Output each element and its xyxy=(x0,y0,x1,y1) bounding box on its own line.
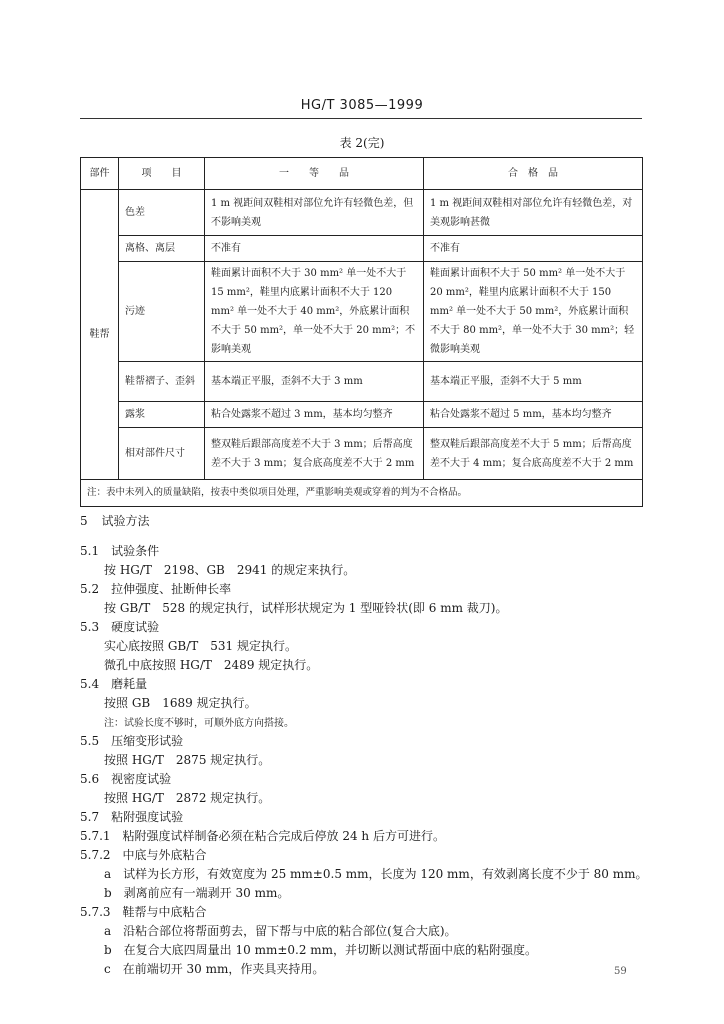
subsection-heading: 5.7.2 中底与外底粘合 xyxy=(80,848,207,862)
section-title: 试验方法 xyxy=(101,514,150,528)
subsection-number: 5.1 xyxy=(80,544,100,558)
subsection-heading xyxy=(80,618,159,635)
subsection-title: 磨耗量 xyxy=(111,677,148,691)
body-note: 注：试验长度不够时，可顺外底方向搭接。 xyxy=(104,718,294,729)
section-heading xyxy=(80,512,149,529)
first-grade-cell: 粘合处露浆不超过 3 mm，基本均匀整齐 xyxy=(205,402,424,428)
body-line: 实心底按照 GB/T 531 规定执行。 xyxy=(104,639,297,653)
subsection-heading xyxy=(80,732,183,749)
subsection-number: 5.4 xyxy=(80,677,100,691)
table-row xyxy=(81,428,643,480)
table-row xyxy=(81,362,643,402)
table-note: 注：表中未列入的质量缺陷，按表中类似项目处理，严重影响美观或穿着的判为不合格品。 xyxy=(81,480,643,507)
subsection-title: 粘附强度试验 xyxy=(111,810,184,824)
qualified-cell: 基本端正平服，歪斜不大于 5 mm xyxy=(424,362,643,402)
qualified-cell: 鞋面累计面积不大于 50 mm² 单一处不大于 20 mm²，鞋里内底累计面积不大于 150 mm² 单一处不大于 50 mm²，外底累计面积不大于 80 mm²，单一处不大于 30 mm²；轻微影响美观 xyxy=(424,262,643,362)
header-rule xyxy=(80,118,642,119)
body-line: 按照 HG/T 2875 规定执行。 xyxy=(104,753,271,767)
table-row xyxy=(81,190,643,236)
body-line: 微孔中底按照 HG/T 2489 规定执行。 xyxy=(104,658,319,672)
item-cell: 离格、离层 xyxy=(119,236,205,262)
list-item: b 剥离前应有一端剥开 30 mm。 xyxy=(104,886,290,900)
subsection-title: 压缩变形试验 xyxy=(111,734,184,748)
body-line: 按 HG/T 2198、GB 2941 的规定来执行。 xyxy=(104,563,356,577)
first-grade-cell: 不准有 xyxy=(205,236,424,262)
subsection-heading xyxy=(80,808,183,825)
list-item: a 试样为长方形，有效宽度为 25 mm±0.5 mm，长度为 120 mm，有效剥离长度不少于 80 mm。 xyxy=(104,867,648,881)
body-line: 5.7.1 粘附强度试样制备必须在粘合完成后停放 24 h 后方可进行。 xyxy=(80,829,445,843)
list-item: a 沿粘合部位将帮面剪去，留下帮与中底的粘合部位(复合大底)。 xyxy=(104,924,457,938)
qualified-cell: 整双鞋后跟部高度差不大于 5 mm；后帮高度差不大于 4 mm；复合底高度差不大于 2 mm xyxy=(424,428,643,480)
subsection-heading xyxy=(80,580,231,597)
table-row xyxy=(81,402,643,428)
body-line: 按 GB/T 528 的规定执行，试样形状规定为 1 型哑铃状(即 6 mm 裁刀)。 xyxy=(104,601,508,615)
subsection-heading xyxy=(80,542,159,559)
qualified-cell: 1 m 视距间双鞋相对部位允许有轻微色差，对美观影响甚微 xyxy=(424,190,643,236)
qualified-cell: 粘合处露浆不超过 5 mm，基本均匀整齐 xyxy=(424,402,643,428)
subsection-number: 5.7 xyxy=(80,810,100,824)
header-first-grade: 一 等 品 xyxy=(205,158,424,190)
first-grade-cell: 鞋面累计面积不大于 30 mm² 单一处不大于 15 mm²，鞋里内底累计面积不大于 120 mm² 单一处不大于 40 mm²，外底累计面积不大于 50 mm²，单一处不大于 20 mm²；不影响美观 xyxy=(205,262,424,362)
subsection-heading xyxy=(80,770,171,787)
item-cell: 露浆 xyxy=(119,402,205,428)
list-item: b 在复合大底四周量出 10 mm±0.2 mm，并切断以测试帮面中底的粘附强度。 xyxy=(104,943,538,957)
subsection-number: 5.5 xyxy=(80,734,100,748)
header-part: 部件 xyxy=(81,158,119,190)
qualified-cell: 不准有 xyxy=(424,236,643,262)
table-row xyxy=(81,236,643,262)
list-item: c 在前端切开 30 mm，作夹具夹持用。 xyxy=(104,962,325,976)
first-grade-cell: 基本端正平服，歪斜不大于 3 mm xyxy=(205,362,424,402)
table-header-row xyxy=(81,158,643,190)
header-item: 项 目 xyxy=(119,158,205,190)
subsection-number: 5.2 xyxy=(80,582,100,596)
item-cell: 污迹 xyxy=(119,262,205,362)
table-title: 表 2(完) xyxy=(339,136,385,150)
subsection-number: 5.6 xyxy=(80,772,100,786)
item-cell: 色差 xyxy=(119,190,205,236)
table-note-row xyxy=(81,480,643,507)
spec-table xyxy=(80,157,643,507)
first-grade-cell: 1 m 视距间双鞋相对部位允许有轻微色差，但不影响美观 xyxy=(205,190,424,236)
subsection-number: 5.3 xyxy=(80,620,100,634)
page-header: HG/T 3085—1999 xyxy=(300,98,424,113)
header-qualified: 合 格 品 xyxy=(424,158,643,190)
section-number: 5 xyxy=(80,514,88,528)
item-cell: 鞋帮褶子、歪斜 xyxy=(119,362,205,402)
subsection-title: 视密度试验 xyxy=(111,772,172,786)
subsection-title: 试验条件 xyxy=(111,544,160,558)
page-number: 59 xyxy=(614,966,627,977)
table-row xyxy=(81,262,643,362)
first-grade-cell: 整双鞋后跟部高度差不大于 3 mm；后帮高度差不大于 3 mm；复合底高度差不大于 2 mm xyxy=(205,428,424,480)
body-line: 按照 HG/T 2872 规定执行。 xyxy=(104,791,271,805)
subsection-heading xyxy=(80,675,147,692)
item-cell: 相对部件尺寸 xyxy=(119,428,205,480)
subsection-title: 硬度试验 xyxy=(111,620,160,634)
body-line: 按照 GB 1689 规定执行。 xyxy=(104,696,257,710)
part-cell: 鞋帮 xyxy=(81,190,119,480)
subsection-heading: 5.7.3 鞋帮与中底粘合 xyxy=(80,905,207,919)
subsection-title: 拉伸强度、扯断伸长率 xyxy=(111,582,232,596)
